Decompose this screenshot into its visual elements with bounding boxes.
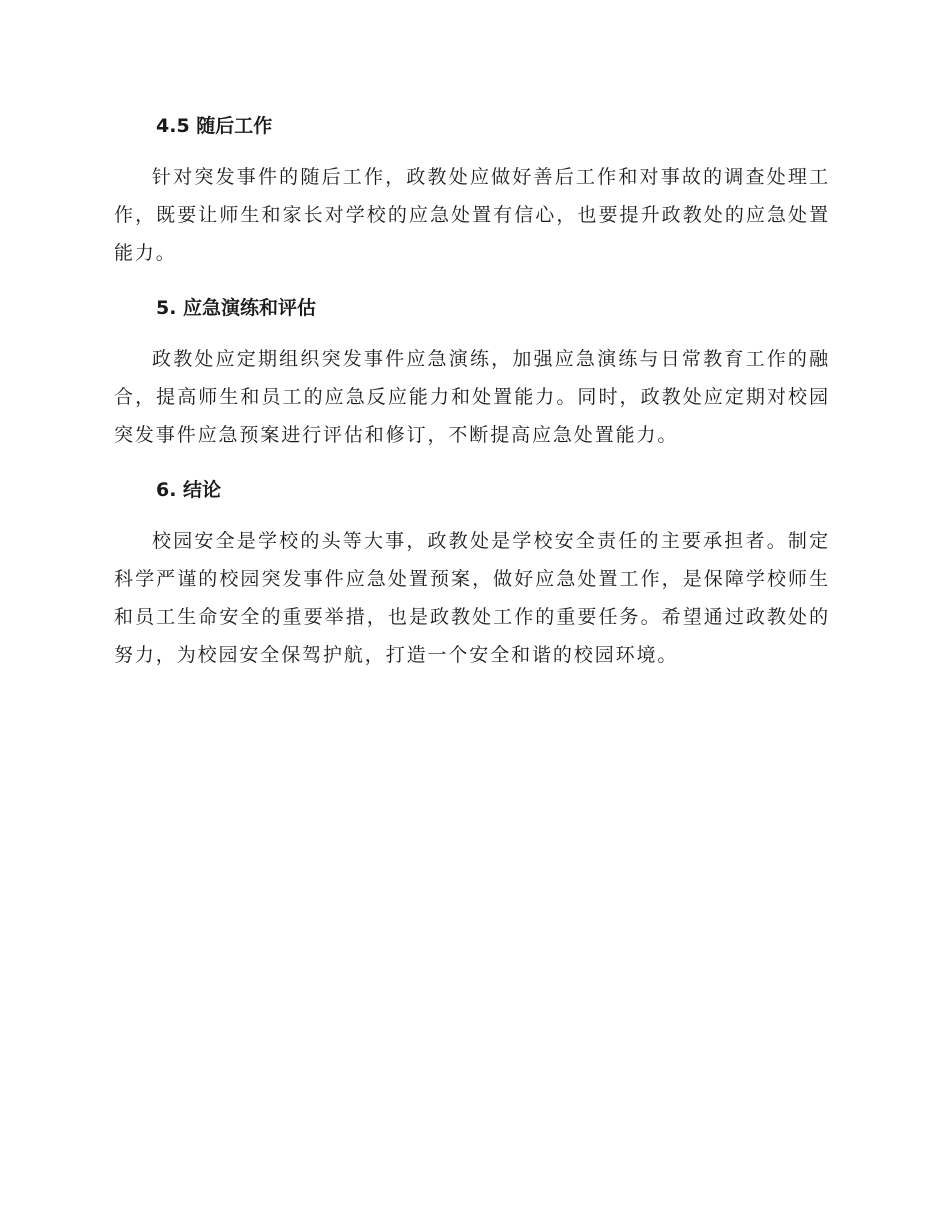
- section-follow-up-work: [114, 108, 830, 272]
- section-paragraph: 校园安全是学校的头等大事，政教处是学校安全责任的主要承担者。制定科学严谨的校园突发事件应急处置预案，做好应急处置工作，是保障学校师生和员工生命安全的重要举措，也是政教处工作的重要任务。希望通过政教处的努力，为校园安全保驾护航，打造一个安全和谐的校园环境。: [114, 530, 830, 666]
- section-drills-and-evaluation: [114, 290, 830, 454]
- section-heading: 6. 结论: [156, 479, 222, 501]
- document-body: [114, 108, 830, 692]
- section-heading: 5. 应急演练和评估: [156, 297, 317, 319]
- section-heading: 4.5 随后工作: [156, 115, 273, 137]
- section-conclusion: [114, 472, 830, 674]
- section-paragraph: 政教处应定期组织突发事件应急演练，加强应急演练与日常教育工作的融合，提高师生和员工的应急反应能力和处置能力。同时，政教处应定期对校园突发事件应急预案进行评估和修订，不断提高应急处置能力。: [114, 348, 830, 446]
- section-paragraph: 针对突发事件的随后工作，政教处应做好善后工作和对事故的调查处理工作，既要让师生和家长对学校的应急处置有信心，也要提升政教处的应急处置能力。: [114, 166, 830, 264]
